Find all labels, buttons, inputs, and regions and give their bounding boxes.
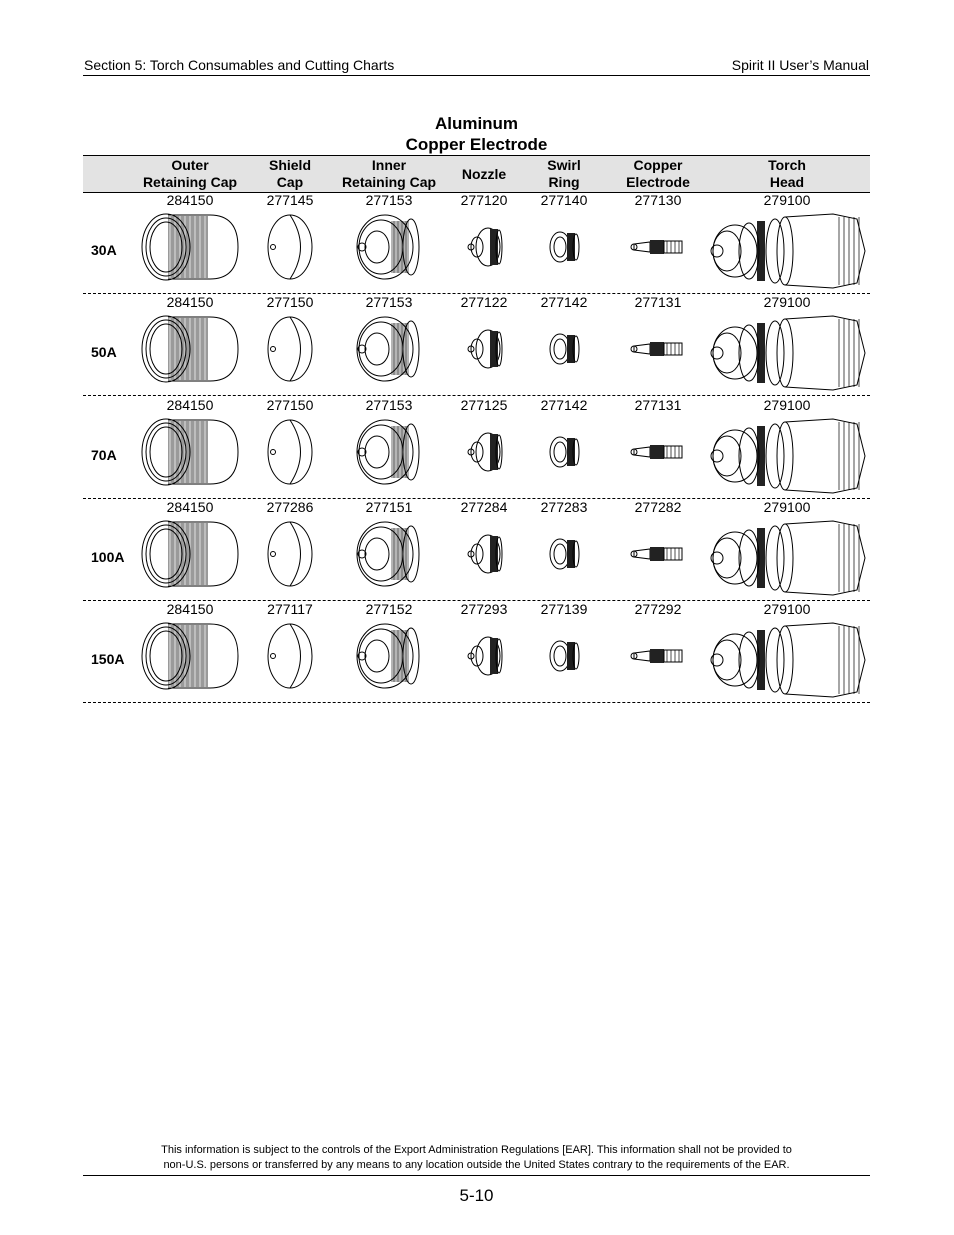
export-notice-line-1: This information is subject to the controls of the Export Administration Regulations [EAR]. This information shall not be provided to bbox=[161, 1144, 792, 1156]
swirl-ring-icon bbox=[547, 416, 581, 488]
footer-rule bbox=[83, 1175, 870, 1176]
part-cell bbox=[454, 294, 514, 385]
part-number: 277151 bbox=[365, 499, 413, 515]
part-cell bbox=[628, 192, 688, 283]
part-cell bbox=[353, 397, 425, 488]
column-header-label: Shield bbox=[268, 157, 311, 173]
part-cell bbox=[353, 294, 425, 385]
part-cell bbox=[140, 499, 240, 590]
part-cell bbox=[140, 397, 240, 488]
part-cell bbox=[140, 294, 240, 385]
part-cell bbox=[707, 192, 867, 291]
table-title-electrode: Copper Electrode bbox=[405, 135, 548, 154]
part-cell bbox=[454, 601, 514, 692]
part-cell bbox=[534, 294, 594, 385]
swirl-ring-icon bbox=[547, 620, 581, 692]
inner-retaining-cap-icon bbox=[353, 211, 425, 283]
outer-retaining-cap-icon bbox=[140, 416, 240, 488]
part-cell bbox=[140, 192, 240, 283]
shield-cap-icon bbox=[265, 416, 315, 488]
export-notice-line-2: non-U.S. persons or transferred by any means to any location outside the United States contrary to the requirements of the EAR. bbox=[163, 1159, 790, 1171]
copper-electrode-icon bbox=[628, 518, 688, 590]
outer-retaining-cap-icon bbox=[140, 313, 240, 385]
part-number: 279100 bbox=[763, 601, 811, 617]
outer-retaining-cap-icon bbox=[140, 620, 240, 692]
row-divider bbox=[83, 702, 870, 703]
column-header-label: Copper bbox=[633, 157, 683, 173]
part-cell bbox=[454, 397, 514, 488]
part-number: 277153 bbox=[365, 294, 413, 310]
shield-cap-icon bbox=[265, 211, 315, 283]
inner-retaining-cap-icon bbox=[353, 518, 425, 590]
part-number: 277152 bbox=[365, 601, 413, 617]
part-number: 277125 bbox=[460, 397, 508, 413]
export-control-notice bbox=[83, 1143, 870, 1173]
part-number: 277282 bbox=[634, 499, 682, 515]
part-number: 284150 bbox=[166, 397, 214, 413]
outer-retaining-cap-icon bbox=[140, 211, 240, 283]
part-number: 277283 bbox=[540, 499, 588, 515]
part-cell bbox=[353, 499, 425, 590]
part-number: 277131 bbox=[634, 294, 682, 310]
column-header bbox=[732, 156, 842, 192]
part-number: 279100 bbox=[763, 294, 811, 310]
part-cell bbox=[260, 601, 320, 692]
table-row bbox=[83, 601, 870, 703]
part-number: 277153 bbox=[365, 192, 413, 208]
part-number: 277140 bbox=[540, 192, 588, 208]
part-cell bbox=[707, 397, 867, 496]
table-row bbox=[83, 397, 870, 499]
table-row bbox=[83, 294, 870, 396]
part-cell bbox=[260, 499, 320, 590]
part-number: 277117 bbox=[267, 601, 313, 617]
nozzle-icon bbox=[464, 518, 504, 590]
inner-retaining-cap-icon bbox=[353, 313, 425, 385]
torch-head-icon bbox=[707, 211, 867, 291]
part-number: 277150 bbox=[266, 294, 314, 310]
section-title: Section 5: Torch Consumables and Cutting Charts bbox=[84, 57, 395, 73]
part-cell bbox=[140, 601, 240, 692]
part-cell bbox=[260, 397, 320, 488]
column-header-label: Outer bbox=[171, 157, 209, 173]
column-header-label: Swirl bbox=[547, 157, 581, 173]
part-number: 277293 bbox=[460, 601, 508, 617]
column-header-label: Retaining Cap bbox=[341, 174, 437, 190]
running-header bbox=[83, 56, 870, 76]
part-cell bbox=[628, 499, 688, 590]
column-header-label: Torch bbox=[768, 157, 806, 173]
shield-cap-icon bbox=[265, 518, 315, 590]
part-cell bbox=[534, 192, 594, 283]
amperage-label: 150A bbox=[91, 651, 125, 667]
inner-retaining-cap-icon bbox=[353, 416, 425, 488]
page-number: 5-10 bbox=[459, 1186, 494, 1205]
copper-electrode-icon bbox=[628, 416, 688, 488]
torch-head-icon bbox=[707, 518, 867, 598]
part-cell bbox=[353, 601, 425, 692]
copper-electrode-icon bbox=[628, 313, 688, 385]
column-header-label: Inner bbox=[371, 157, 407, 173]
part-cell bbox=[628, 397, 688, 488]
swirl-ring-icon bbox=[547, 211, 581, 283]
nozzle-icon bbox=[464, 416, 504, 488]
column-header-label: Cap bbox=[276, 174, 304, 190]
part-cell bbox=[534, 499, 594, 590]
part-number: 284150 bbox=[166, 499, 214, 515]
part-number: 277286 bbox=[266, 499, 314, 515]
part-number: 277120 bbox=[460, 192, 508, 208]
part-cell bbox=[534, 397, 594, 488]
shield-cap-icon bbox=[265, 620, 315, 692]
swirl-ring-icon bbox=[547, 313, 581, 385]
part-number: 284150 bbox=[166, 601, 214, 617]
part-number: 277142 bbox=[540, 294, 588, 310]
part-cell bbox=[353, 192, 425, 283]
part-cell bbox=[707, 601, 867, 700]
column-header bbox=[454, 156, 514, 192]
part-cell bbox=[260, 192, 320, 283]
table-title bbox=[83, 113, 870, 155]
amperage-label: 50A bbox=[91, 344, 117, 360]
part-cell bbox=[628, 294, 688, 385]
shield-cap-icon bbox=[265, 313, 315, 385]
part-cell bbox=[534, 601, 594, 692]
part-cell bbox=[707, 499, 867, 598]
amperage-label: 100A bbox=[91, 549, 125, 565]
part-number: 277131 bbox=[634, 397, 682, 413]
copper-electrode-icon bbox=[628, 620, 688, 692]
table-title-material: Aluminum bbox=[434, 114, 519, 133]
table-row bbox=[83, 192, 870, 294]
column-header-label: Nozzle bbox=[461, 165, 507, 182]
manual-title: Spirit II User’s Manual bbox=[731, 57, 869, 73]
column-header bbox=[618, 156, 698, 192]
part-number: 277145 bbox=[266, 192, 314, 208]
row-divider bbox=[83, 395, 870, 396]
copper-electrode-icon bbox=[628, 211, 688, 283]
part-number: 277130 bbox=[634, 192, 682, 208]
part-number: 279100 bbox=[763, 397, 811, 413]
part-cell bbox=[628, 601, 688, 692]
column-header-label: Retaining Cap bbox=[142, 174, 238, 190]
part-number: 277142 bbox=[540, 397, 588, 413]
nozzle-icon bbox=[464, 313, 504, 385]
amperage-label: 70A bbox=[91, 447, 117, 463]
part-number: 284150 bbox=[166, 192, 214, 208]
part-number: 277292 bbox=[634, 601, 682, 617]
torch-head-icon bbox=[707, 416, 867, 496]
table-row bbox=[83, 499, 870, 601]
part-number: 284150 bbox=[166, 294, 214, 310]
column-header bbox=[135, 156, 245, 192]
part-number: 279100 bbox=[763, 499, 811, 515]
column-header-label: Electrode bbox=[626, 174, 690, 190]
column-header bbox=[334, 156, 444, 192]
column-header-row bbox=[83, 155, 870, 193]
part-number: 277284 bbox=[460, 499, 508, 515]
torch-head-icon bbox=[707, 620, 867, 700]
part-number: 277122 bbox=[460, 294, 508, 310]
nozzle-icon bbox=[464, 620, 504, 692]
part-cell bbox=[707, 294, 867, 393]
column-header-label: Ring bbox=[548, 174, 580, 190]
part-cell bbox=[454, 192, 514, 283]
nozzle-icon bbox=[464, 211, 504, 283]
part-cell bbox=[260, 294, 320, 385]
column-header-label: Head bbox=[769, 174, 805, 190]
swirl-ring-icon bbox=[547, 518, 581, 590]
part-number: 279100 bbox=[763, 192, 811, 208]
part-number: 277153 bbox=[365, 397, 413, 413]
torch-head-icon bbox=[707, 313, 867, 393]
amperage-label: 30A bbox=[91, 242, 117, 258]
column-header bbox=[255, 156, 325, 192]
part-number: 277139 bbox=[540, 601, 588, 617]
column-header bbox=[534, 156, 594, 192]
inner-retaining-cap-icon bbox=[353, 620, 425, 692]
outer-retaining-cap-icon bbox=[140, 518, 240, 590]
part-number: 277150 bbox=[266, 397, 314, 413]
part-cell bbox=[454, 499, 514, 590]
